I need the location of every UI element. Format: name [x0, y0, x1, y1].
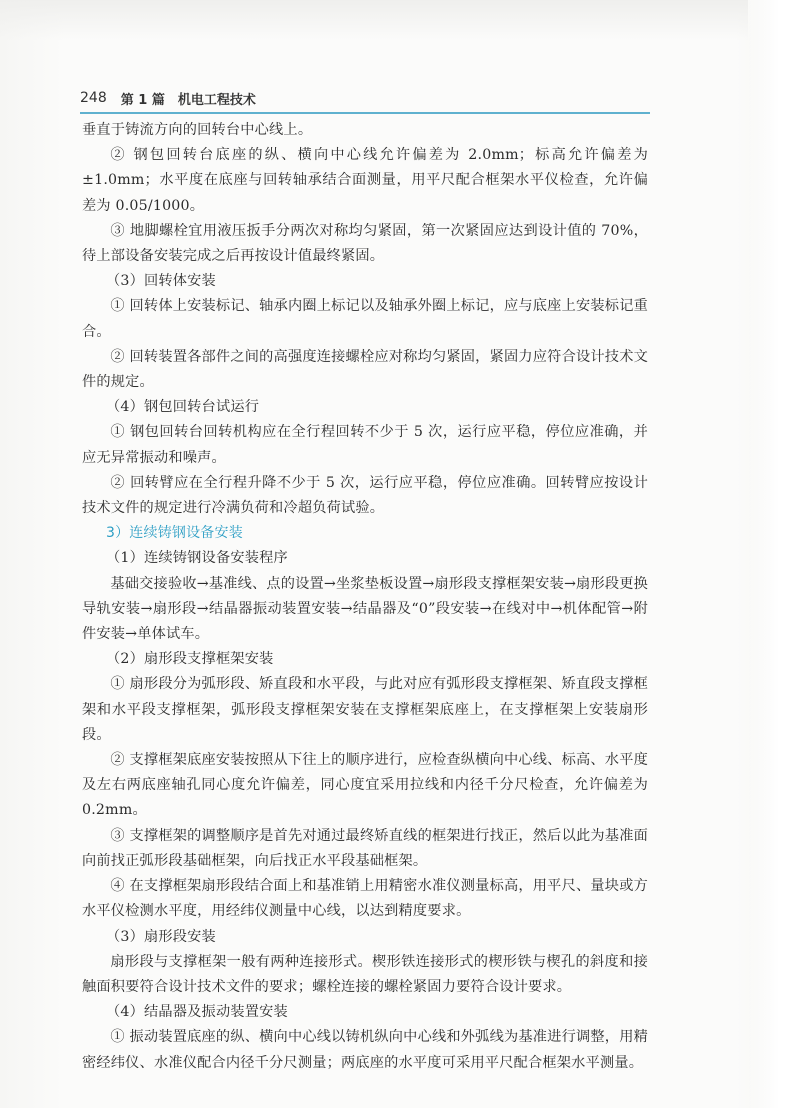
paragraph: ③ 地脚螺栓宜用液压扳手分两次对称均匀紧固，第一次紧固应达到设计值的 70%，待上部设备安装完成之后再按设计值最终紧固。 [82, 222, 648, 265]
paragraph: ③ 支撑框架的调整顺序是首先对通过最终矫直线的框架进行找正，然后以此为基准面向前找正弧形段基础框架，向后找正水平段基础框架。 [82, 827, 648, 869]
subheading: （1）连续铸钢设备安装程序 [106, 550, 288, 567]
subheading: （4）结晶器及振动装置安装 [106, 1004, 288, 1021]
page-number: 248 [80, 90, 107, 106]
paragraph: ② 钢包回转台底座的纵、横向中心线允许偏差为 2.0mm；标高允许偏差为 ±1.0mm；水平度在底座与回转轴承结合面测量，用平尺配合框架水平仪检查，允许偏差为 0.05/1000。 [82, 147, 648, 214]
paragraph: ① 回转体上安装标记、轴承内圈上标记以及轴承外圈上标记，应与底座上安装标记重合。 [82, 298, 648, 340]
subheading: （3）扇形段安装 [106, 928, 216, 945]
paragraph: 垂直于铸流方向的回转台中心线上。 [82, 122, 313, 138]
subheading: （3）回转体安装 [106, 273, 216, 290]
page-shadow [0, 0, 748, 40]
header-rule [80, 112, 650, 114]
running-header [80, 86, 650, 110]
page-body [82, 118, 648, 1076]
paragraph: ② 回转装置各部件之间的高强度连接螺栓应对称均匀紧固，紧固力应符合设计技术文件的规定。 [82, 348, 648, 391]
subheading: （2）扇形段支撑框架安装 [106, 651, 274, 668]
chapter-title: 第 1 篇 机电工程技术 [120, 92, 256, 108]
paragraph: ② 回转臂应在全行程升降不少于 5 次，运行应平稳，停位应准确。回转臂应按设计技术文件的规定进行冷满负荷和冷超负荷试验。 [82, 474, 648, 517]
section-heading: 3）连续铸钢设备安装 [106, 525, 243, 542]
page-edge [748, 0, 800, 1108]
paragraph: ① 钢包回转台回转机构应在全行程回转不少于 5 次，运行应平稳，停位应准确，并应无异常振动和噪声。 [82, 424, 648, 466]
paragraph: 基础交接验收→基准线、点的设置→坐浆垫板设置→扇形段支撑框架安装→扇形段更换导轨安装→扇形段→结晶器振动装置安装→结晶器及“0”段安装→在线对中→机体配管→附件安装→单体试车。 [82, 575, 648, 643]
paragraph: ① 扇形段分为弧形段、矫直段和水平段，与此对应有弧形段支撑框架、矫直段支撑框架和水平段支撑框架，弧形段支撑框架安装在支撑框架底座上，在支撑框架上安装扇形段。 [82, 676, 648, 743]
subheading: （4）钢包回转台试运行 [106, 399, 260, 416]
paragraph: ② 支撑框架底座安装按照从下往上的顺序进行，应检查纵横向中心线、标高、水平度及左右两底座轴孔同心度允许偏差，同心度宜采用拉线和内径千分尺检查，允许偏差为 0.2mm。 [82, 752, 648, 819]
paragraph: ① 振动装置底座的纵、横向中心线以铸机纵向中心线和外弧线为基准进行调整，用精密经纬仪、水准仪配合内径千分尺测量；两底座的水平度可采用平尺配合框架水平测量。 [82, 1029, 648, 1071]
paragraph: 扇形段与支撑框架一般有两种连接形式。楔形铁连接形式的楔形铁与楔孔的斜度和接触面积要符合设计技术文件的要求；螺栓连接的螺栓紧固力要符合设计要求。 [82, 953, 648, 995]
paragraph: ④ 在支撑框架扇形段结合面上和基准销上用精密水准仪测量标高，用平尺、量块或方水平仪检测水平度，用经纬仪测量中心线，以达到精度要求。 [82, 878, 648, 920]
